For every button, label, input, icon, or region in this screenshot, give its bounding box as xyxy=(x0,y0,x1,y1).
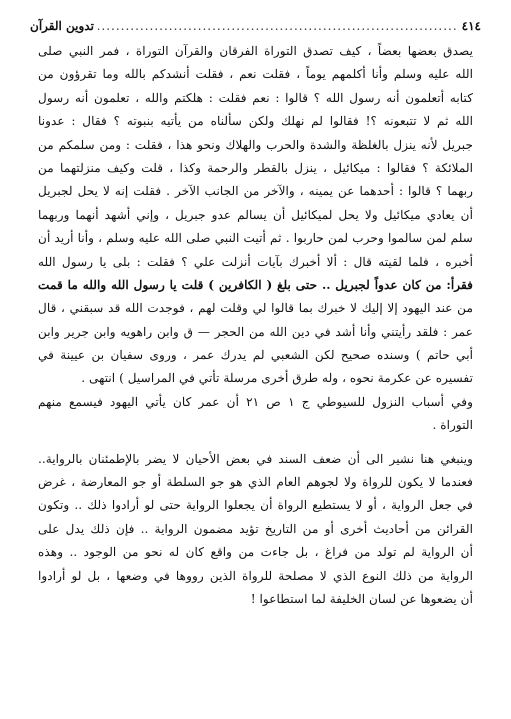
body-text xyxy=(38,40,473,611)
header-leader-dots xyxy=(98,18,458,34)
text-line: الملائكة ؟ فقالوا : ميكائيل ، ينزل بالقطر والرحمة وكذا ، قلت وكيف منزلتهما من xyxy=(38,160,473,175)
text-line: القرائن من أحاديث أخرى أو من التاريخ تؤيد مضمون الرواية .. فإن ذلك يدل على xyxy=(38,521,473,536)
text-line: تفسيره عن عكرمة نحوه ، وله طرق أخرى مرسلة تأتي في المراسيل ) انتهى . xyxy=(81,371,473,386)
text-line: جبريل لأنه ينزل بالغلظة والشدة والحرب والهلاك ونحو هذا ، فقلت : ومن سلمكم من xyxy=(38,137,473,152)
text-line: الله عليه وسلم وأنا أكلمهم يوماً ، فقلت نعم ، فقلت أنشدكم بالله وما تقرؤون من xyxy=(38,67,473,82)
paragraph-asbab-nuzul xyxy=(38,391,473,438)
text-line: في جعل الرواية ، أو لا يستطيع الرواة أن يجعلوا الرواية حتى لو أرادوا ذلك .. وتكون xyxy=(38,498,473,513)
text-line: عمر : فلقد رأيتني وأنا أشد في دين الله من الحجر — ق وابن راهويه وابن جرير وابن xyxy=(38,324,473,339)
text-line: أخبره ، فلما لقيته قال : ألا أخبرك بآيات أنزلت علي ؟ فقلت : بلى يا رسول الله xyxy=(38,254,473,269)
paragraph-hadith xyxy=(38,40,473,391)
text-line: التوراة . xyxy=(432,418,473,433)
text-line: فعندما لا يكون للرواة ولا لجوهم العام الذي هو جو السلطة أو جو المعارضة ، غرض xyxy=(38,475,473,490)
page-number: ٤١٤ xyxy=(461,19,481,33)
book-title: تدوين القرآن xyxy=(30,19,94,33)
running-header xyxy=(30,12,481,34)
text-line: من عند اليهود إلا إليك لا خبرك بما قالوا لي وقلت لهم ، فوجدت الله قد سبقني ، قال xyxy=(38,301,473,316)
text-line: الرواية من ذلك النوع الذي لا مصلحة للرواة الذين رووها في وضعها ، بل لو أرادوا xyxy=(38,568,473,583)
text-line: وينبغي هنا نشير الى أن ضعف السند في بعض الأحيان لا يضر بالإطمئنان بالرواية.. xyxy=(38,451,473,466)
paragraph-commentary xyxy=(38,448,473,612)
text-line: الله ثم لا تتبعونه ؟! فقالوا لم نهلك ولكن سألناه من يأتيه بنبوته ؟ فقال : عدونا xyxy=(38,114,473,129)
quran-verse-line: فقرأ: من كان عدواً لجبريل .. حتى بلغ ( الكافرين ) قلت يا رسول الله والله ما قمت xyxy=(38,277,473,292)
paragraph-gap xyxy=(38,438,473,448)
text-line: وفي أسباب النزول للسيوطي ج ١ ص ٢١ أن عمر كان يأتي اليهود فيسمع منهم xyxy=(38,394,473,409)
text-line: كتابه أتعلمون أنه رسول الله ؟ قالوا : نعم فقلت : هلكتم والله ، تعلمون أنه رسول xyxy=(38,90,473,105)
text-line: سلم لمن سالموا وحرب لمن حاربوا . ثم أتيت النبي صلى الله عليه وسلم ، وأنا أريد أن xyxy=(38,231,473,246)
text-line: يصدق بعضها بعضاً ، كيف تصدق التوراة الفرقان والقرآن التوراة ، فمر النبي صلى xyxy=(38,44,473,58)
text-line: أبي حاتم ) وسنده صحيح لكن الشعبي لم يدرك عمر ، وروى سفيان بن عيينة في xyxy=(38,348,473,363)
text-line: ربهما ؟ قالوا : أحدهما عن يمينه ، والآخر من الجانب الآخر . فقلت إنه لا يحل لجبريل xyxy=(38,184,473,199)
text-line: أن يضعوها عن لسان الخليفة لما استطاعوا ! xyxy=(250,591,473,606)
text-line: أن الرواية لم تولد من فراغ ، بل جاءت من واقع كان له نحو من الوجود .. وهذه xyxy=(38,545,473,560)
text-line: أن يعادي ميكائيل ولا يحل لميكائيل أن يسالم عدو جبريل ، وإني أشهد أنهما وربهما xyxy=(38,207,473,222)
